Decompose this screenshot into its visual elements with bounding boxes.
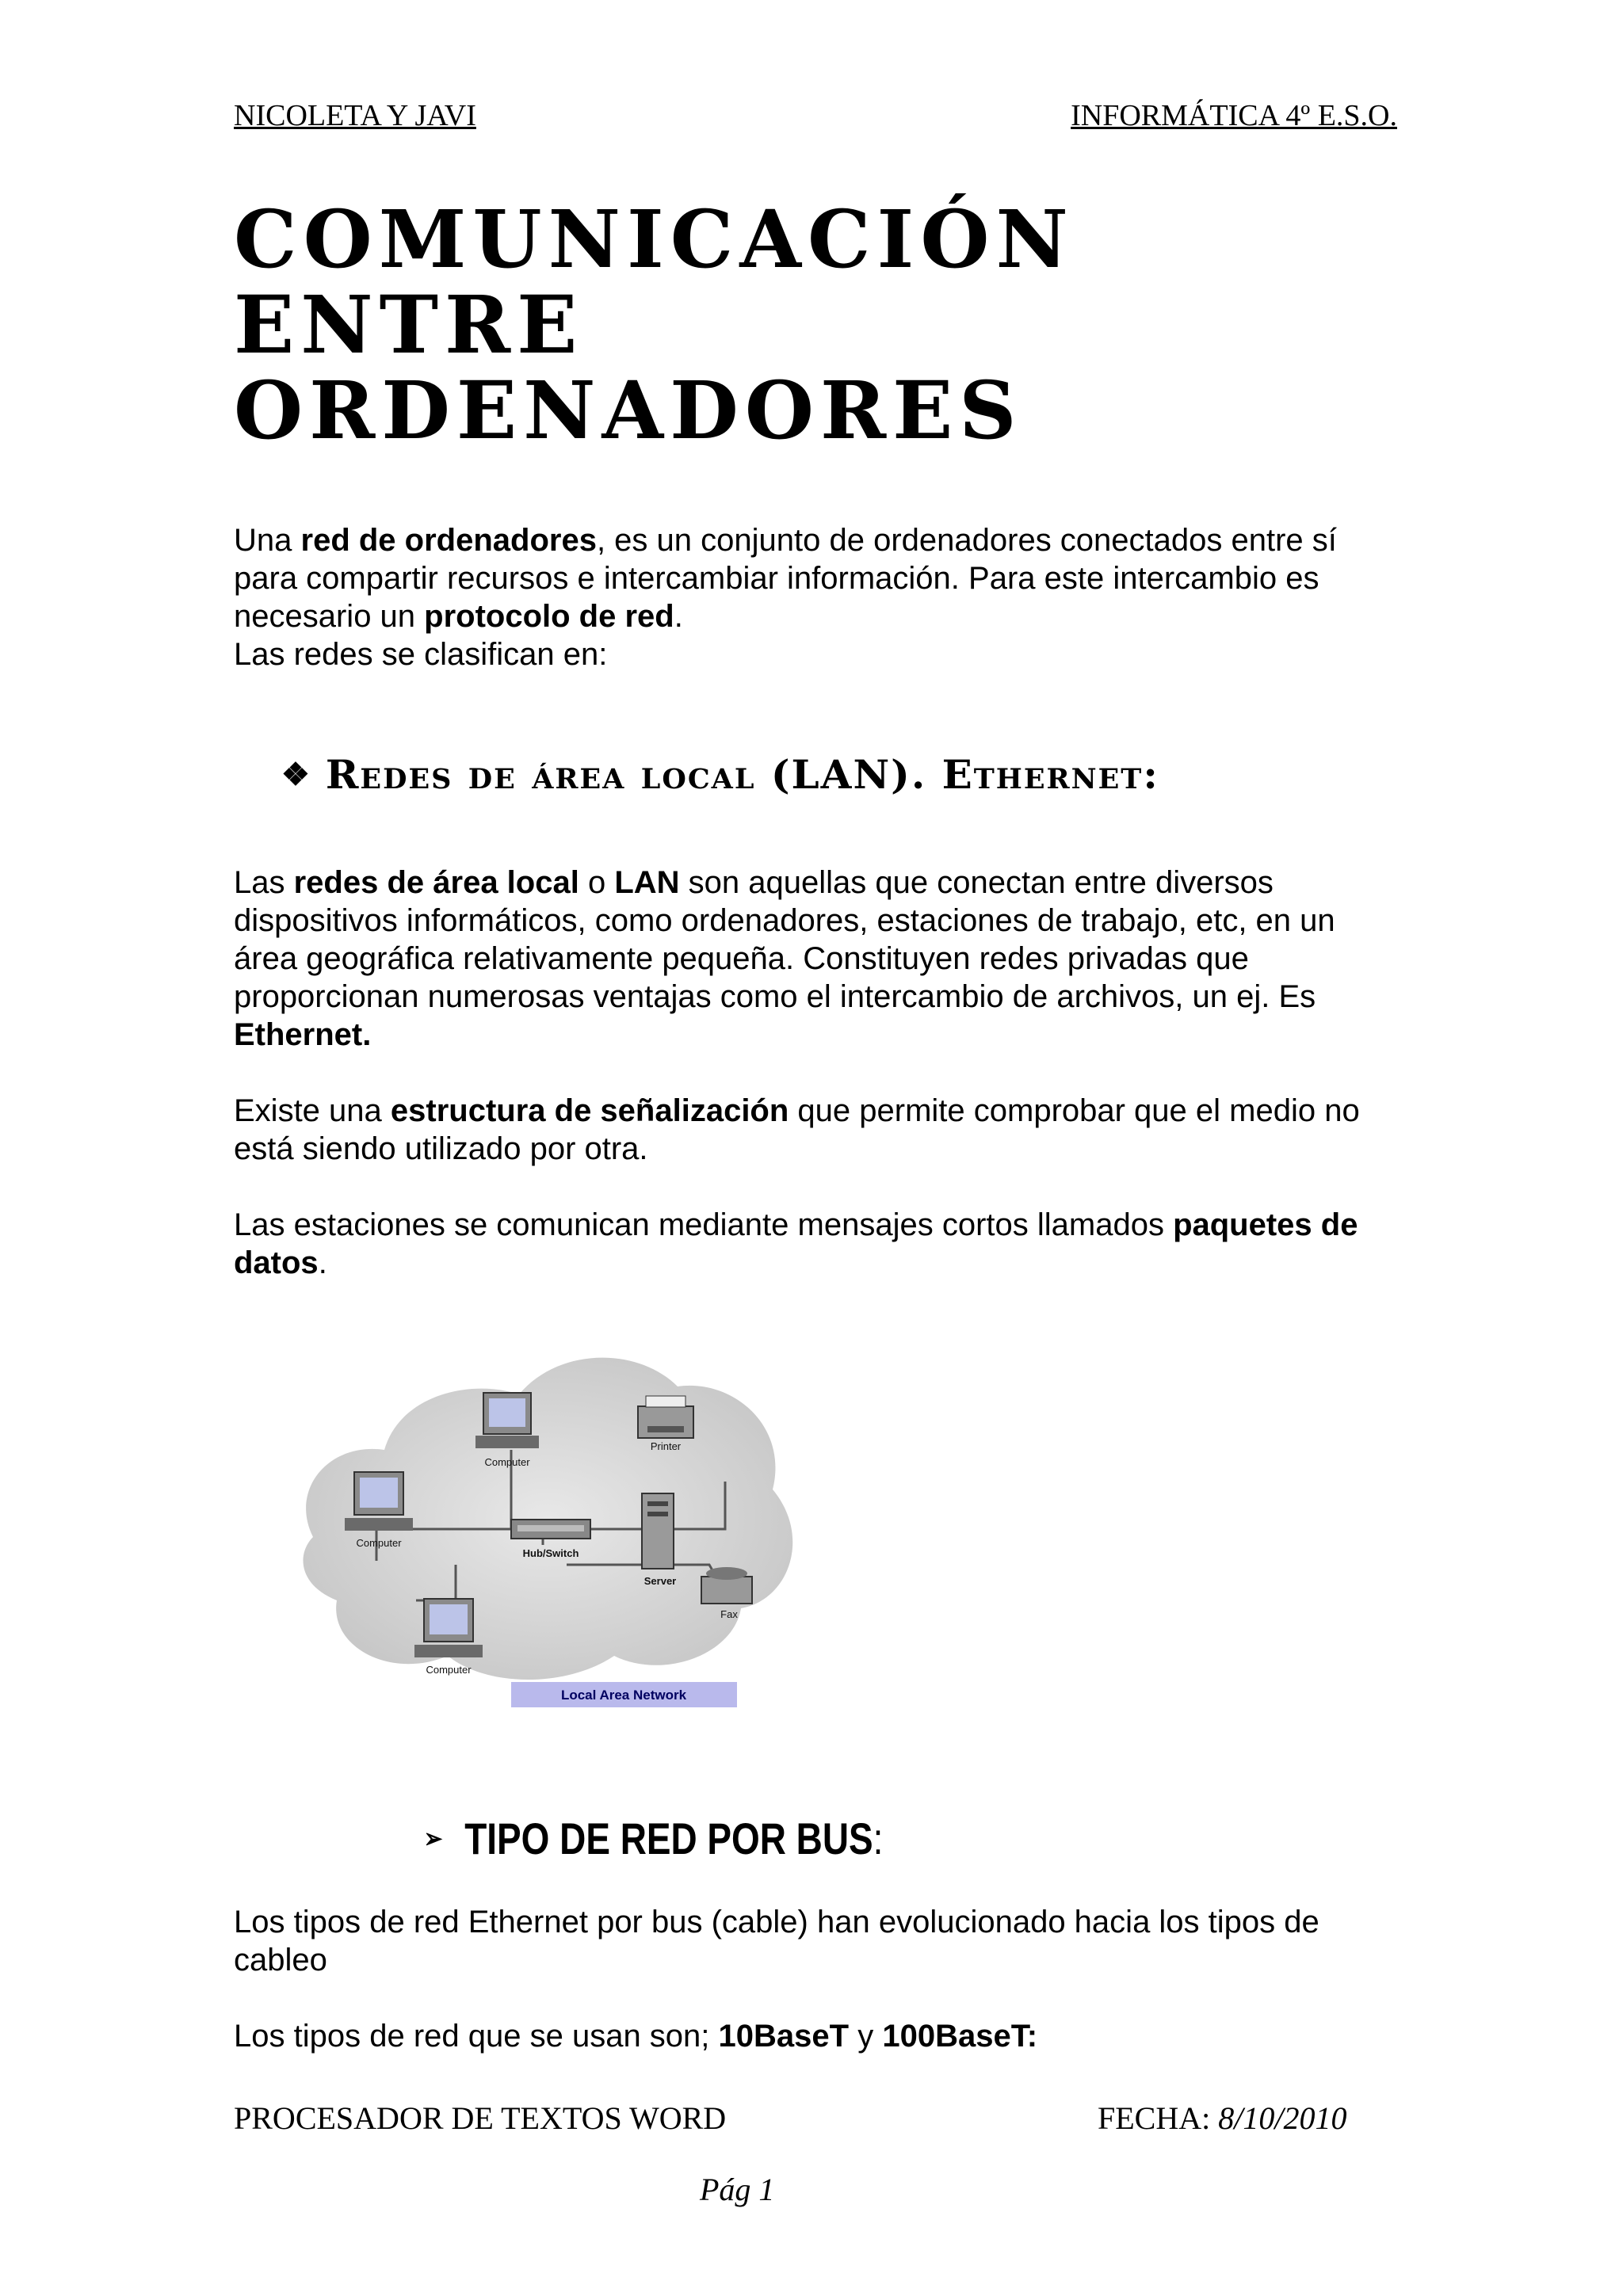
computer-bottom-icon: [414, 1599, 483, 1657]
lan-paragraph-2: Existe una estructura de señalización que permite comprobar que el medio no está siendo utilizado por otra.: [234, 1093, 1360, 1166]
printer-icon: [638, 1396, 693, 1438]
title-line-2: ENTRE: [234, 278, 584, 372]
label-server: Server: [643, 1575, 677, 1587]
page-number: Pág 1: [700, 2172, 775, 2207]
title-line-1: COMUNICACIÓN: [234, 193, 1075, 286]
page-title: [234, 193, 1075, 457]
label-computer-top: Computer: [484, 1456, 530, 1468]
label-hub: Hub/Switch: [522, 1547, 579, 1559]
fax-icon: [701, 1567, 752, 1604]
computer-left-icon: [345, 1472, 413, 1531]
classification-intro: Las redes se clasifican en:: [234, 637, 608, 672]
bullet-diamond-icon: ❖: [281, 756, 311, 793]
footer-date: FECHA: 8/10/2010: [1098, 2100, 1347, 2136]
computer-top-icon: [475, 1393, 539, 1448]
label-computer-left: Computer: [356, 1537, 402, 1549]
label-fax: Fax: [720, 1608, 738, 1620]
server-icon: [642, 1493, 674, 1569]
bus-paragraph-2: Los tipos de red que se usan son; 10BaseT y 100BaseT:: [234, 2019, 1038, 2054]
intro-paragraph: Una red de ordenadores, es un conjunto de ordenadores conectados entre sí para compartir recursos e intercambiar información. Para este intercambio es necesario un protocolo de red.: [234, 523, 1337, 634]
hub-switch-icon: [511, 1520, 590, 1539]
bus-section-heading: ➢ TIPO DE RED POR BUS :: [424, 1814, 884, 1863]
figure-caption: Local Area Network: [560, 1688, 687, 1703]
header-right: INFORMÁTICA 4º E.S.O.: [1071, 99, 1397, 132]
label-printer: Printer: [650, 1440, 682, 1452]
label-computer-bottom: Computer: [426, 1664, 472, 1676]
header-left: NICOLETA Y JAVI: [234, 99, 476, 132]
title-line-3: ORDENADORES: [234, 364, 1023, 457]
lan-paragraph-1: Las redes de área local o LAN son aquellas que conectan entre diversos dispositivos informáticos, como ordenadores, estaciones de trabajo, etc, en un área geográfica relativamente pequeña. Constituyen redes privadas que proporcionan numerosas ventajas como el intercambio de archivos, un ej. Es Ethernet.: [234, 865, 1335, 1052]
bullet-arrow-icon: ➢: [424, 1823, 443, 1854]
bus-paragraph-1: Los tipos de red Ethernet por bus (cable) han evolucionado hacia los tipos de cableo: [234, 1905, 1319, 1978]
lan-network-diagram: [281, 1331, 804, 1711]
lan-paragraph-3: Las estaciones se comunican mediante mensajes cortos llamados paquetes de datos.: [234, 1207, 1358, 1280]
footer-left: PROCESADOR DE TEXTOS WORD: [234, 2100, 727, 2136]
lan-section-heading: ❖ Redes de área local (LAN). Ethernet:: [281, 751, 1159, 798]
